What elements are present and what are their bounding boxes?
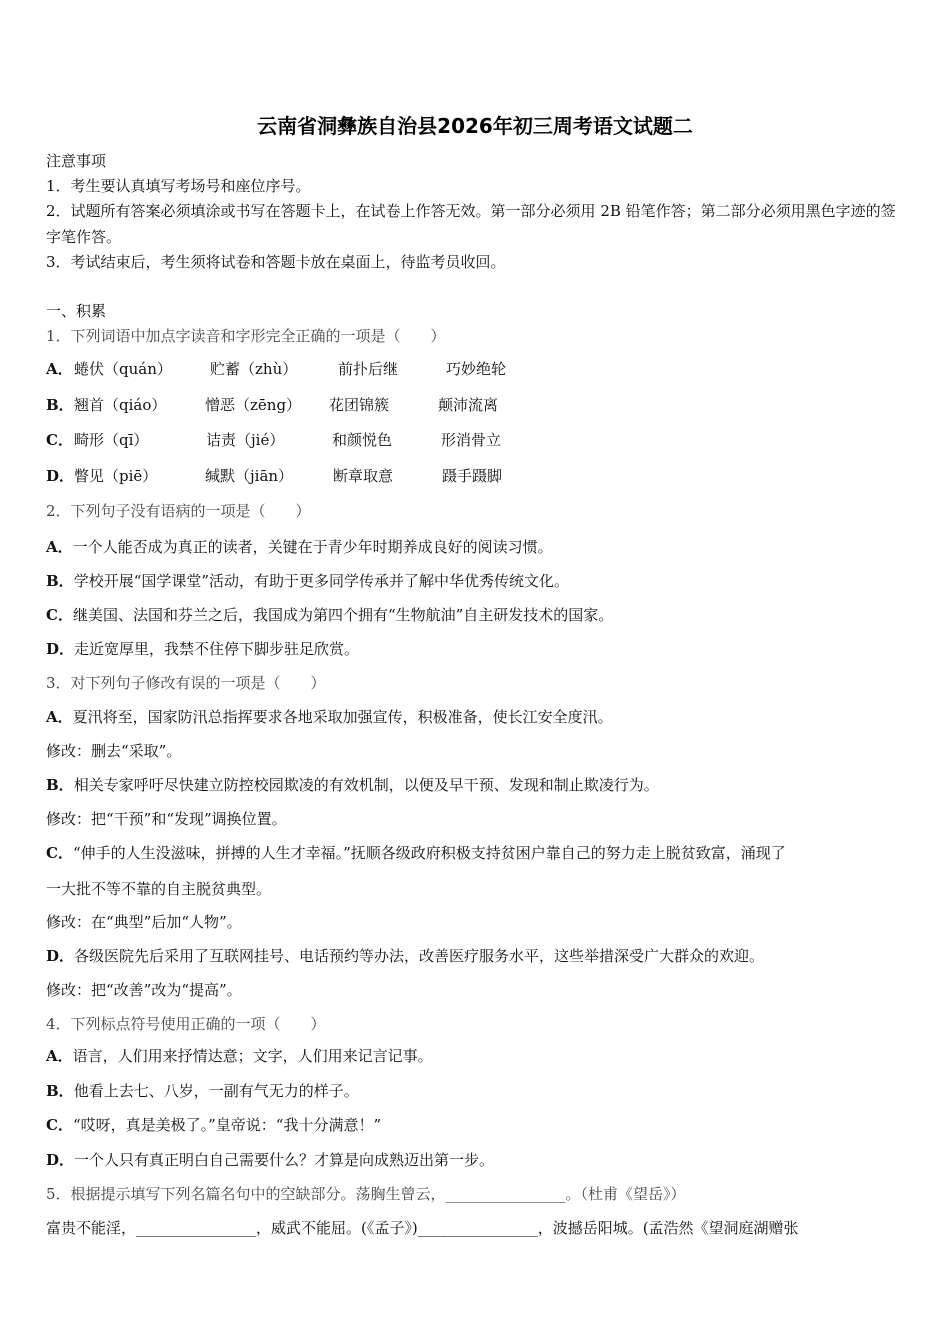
notice-item: 2．试题所有答案必须填涂或书写在答题卡上，在试卷上作答无效。第一部分必须用 2B 铅笔作答；第二部分必须用黑色字迹的签字笔作答。 [46,202,896,246]
notice-item: 1．考生要认真填写考场号和座位序号。 [46,177,311,195]
option-letter: C． [46,431,73,449]
revision-line: 修改：把“干预”和“发现”调换位置。 [46,810,287,828]
option-line [46,1115,381,1135]
word-item: 蜷伏（quán） [74,360,172,378]
option-line [46,605,613,625]
option-letter: B． [46,396,74,414]
option-text: 各级医院先后采用了互联网挂号、电话预约等办法，改善医疗服务水平，这些举措深受广大群众的欢迎。 [74,947,765,965]
word-item: 前扑后继 [338,360,399,378]
option-letter: D． [46,467,75,485]
notice-heading: 注意事项 [46,152,107,170]
word-item: 断章取意 [333,467,394,485]
revision-line: 修改：在“典型”后加“人物”。 [46,913,242,931]
option-line [46,537,553,557]
fill-blank-line: 富贵不能淫，________________，威武不能屈。(《孟子》)________________，波撼岳阳城。(孟浩然《望洞庭湖赠张 [46,1219,799,1237]
option-text: 语言，人们用来抒情达意；文字，人们用来记言记事。 [72,1047,433,1065]
option-letter: D． [46,947,75,965]
notice-item: 3．考试结束后，考生须将试卷和答题卡放在桌面上，待监考员收回。 [46,253,506,271]
option-letter: C． [46,844,73,862]
option-letter: A． [46,1047,73,1065]
option-text: “哎呀，真是美极了。”皇帝说：“我十分满意！” [72,1116,382,1134]
option-letter: A． [46,360,73,378]
section-heading: 一、积累 [46,302,107,320]
option-line [46,1046,433,1066]
option-letter: C． [46,606,73,624]
option-letter: B． [46,776,74,794]
word-item: 缄默（jiān） [205,467,294,485]
option-line [46,775,659,795]
option-line [46,571,569,591]
word-item: 憎恶（zēng） [205,396,302,414]
question-stem: 4．下列标点符号使用正确的一项（ ） [46,1015,326,1033]
option-text: 他看上去七、八岁，一副有气无力的样子。 [73,1082,359,1100]
option-line [46,1150,494,1170]
word-item: 形消骨立 [441,431,502,449]
option-letter: A． [46,538,73,556]
page-title: 云南省洞彝族自治县2026年初三周考语文试题二 [257,114,693,138]
option-letter: D． [46,640,75,658]
word-item: 诘责（jié） [206,431,285,449]
option-letter: D． [46,1151,75,1169]
option-letter: C． [46,1116,73,1134]
option-text: 夏汛将至，国家防汛总指挥要求各地采取加强宣传，积极准备，使长江安全度汛。 [72,708,613,726]
word-item: 巧妙绝轮 [446,360,507,378]
option-letter: B． [46,1082,74,1100]
word-item: 贮蓄（zhù） [210,360,298,378]
revision-line: 修改：删去“采取”。 [46,742,182,760]
option-text: 一个人只有真正明白自己需要什么？才算是向成熟迈出第一步。 [74,1151,495,1169]
word-item: 花团锦簇 [329,396,390,414]
option-text: “伸手的人生没滋味，拼搏的人生才幸福。”抚顺各级政府积极支持贫困户靠自己的努力走上脱贫致富，涌现了 [72,844,786,862]
option-line [46,639,359,659]
option-line [46,1081,359,1101]
word-item: 蹑手蹑脚 [442,467,503,485]
option-text: 继美国、法国和芬兰之后，我国成为第四个拥有“生物航油”自主研发技术的国家。 [72,606,614,624]
word-item: 瞥见（piē） [74,467,158,485]
word-item: 和颜悦色 [332,431,393,449]
question-stem: 1．下列词语中加点字读音和字形完全正确的一项是（ ） [46,327,446,345]
question-stem: 2．下列句子没有语病的一项是（ ） [46,502,311,520]
option-line [46,946,764,966]
option-text: 一个人能否成为真正的读者，关键在于青少年时期养成良好的阅读习惯。 [72,538,553,556]
option-line [46,707,613,727]
option-text: 走近宽厚里，我禁不住停下脚步驻足欣赏。 [74,640,360,658]
option-letter: B． [46,572,74,590]
question-stem: 3．对下列句子修改有误的一项是（ ） [46,674,326,692]
option-text: 相关专家呼吁尽快建立防控校园欺凌的有效机制，以便及早干预、发现和制止欺凌行为。 [73,776,659,794]
option-letter: A． [46,708,73,726]
word-item: 颠沛流离 [438,396,499,414]
revision-line: 修改：把“改善”改为“提高”。 [46,981,242,999]
option-line [46,843,786,863]
word-item: 畸形（qī） [74,431,149,449]
option-text: 学校开展“国学课堂”活动，有助于更多同学传承并了解中华优秀传统文化。 [73,572,570,590]
word-item: 翘首（qiáo） [74,396,167,414]
option-continuation: 一大批不等不靠的自主脱贫典型。 [46,880,272,898]
question-stem: 5．根据提示填写下列名篇名句中的空缺部分。荡胸生曾云，________________。（杜甫《望岳》） [46,1185,686,1203]
